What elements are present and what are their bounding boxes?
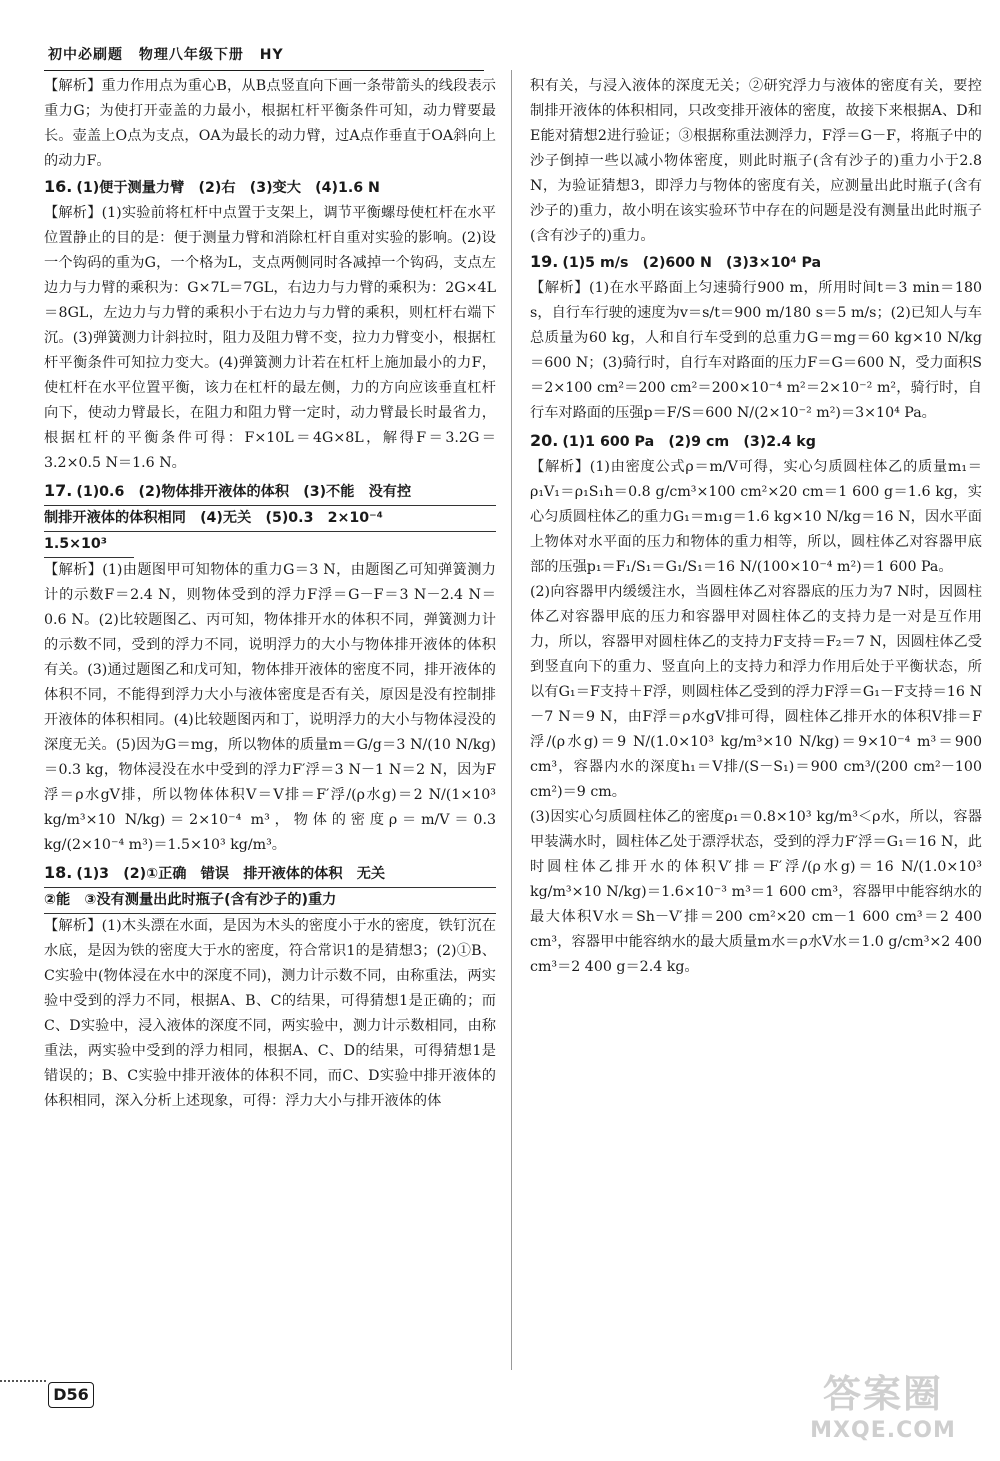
- question-18: [44, 860, 496, 1114]
- q18-answer: [44, 860, 496, 914]
- q18-analysis: 【解析】(1)木头漂在水面，是因为木头的密度小于水的密度，铁钉沉在水底，是因为铁的密度大于水的密度，符合常识1的是猜想3；(2)①B、C实验中(物体浸在水中的深度不同)，测力计示数不同，由称重法，两实验中受到的浮力不同，根据A、B、C的结果，可得猜想1是正确的；而C、D实验中，浸入液体的深度不同，两实验中，测力计示数相同，由称重法，两实验中受到的浮力相同，根据A、C、D的结果，可得猜想1是错误的；B、C实验中排开液体的体积不同，而C、D实验中排开液体的体积相同，深入分析上述现象，可得：浮力大小与排开液体的体: [44, 918, 496, 1109]
- q20-answer-text: (1)1 600 Pa (2)9 cm (3)2.4 kg: [562, 434, 816, 450]
- header-rule: [44, 70, 484, 71]
- q19-answer-text: (1)5 m/s (2)600 N (3)3×10⁴ Pa: [562, 255, 822, 271]
- q20-analysis-part-3: (3)因实心匀质圆柱体乙的密度ρ₁＝0.8×10³ kg/m³＜ρ水，所以，容器甲装满水时，圆柱体乙处于漂浮状态，受到的浮力F′浮＝G₁＝16 N，此时圆柱体乙排开水的体积V′排＝F′浮/(ρ水g)＝16 N/(1.0×10³ kg/m³×10 N/kg)＝1.6×10⁻³ m³＝1 600 cm³，容器甲中能容纳水的最大体积V水＝Sh－V′排＝200 cm²×20 cm－1 600 cm³＝2 400 cm³，容器甲中能容纳水的最大质量m水＝ρ水V水＝1.0 g/cm³×2 400 cm³＝2 400 g＝2.4 kg。: [530, 809, 982, 975]
- q18-answer-line-1: [44, 860, 496, 888]
- edition-code: HY: [259, 47, 284, 63]
- q17-answer-line-3: 1.5×10³: [44, 532, 134, 558]
- q15-analysis-continued: 【解析】重力作用点为重心B，从B点竖直向下画一条带箭头的线段表示重力G；为使打开壶盖的力最小，根据杠杆平衡条件可知，动力臂要最长。壶盖上O点为支点，OA为最长的动力臂，过A点作垂直于OA斜向上的动力F。: [44, 78, 496, 169]
- question-16: [44, 174, 496, 476]
- q20-analysis-part-1: 【解析】(1)由密度公式ρ＝m/V可得，实心匀质圆柱体乙的质量m₁＝ρ₁V₁＝ρ₁S₁h＝0.8 g/cm³×100 cm²×20 cm＝1 600 g＝1.6 kg，实心匀质圆柱体乙的重力G₁＝m₁g＝1.6 kg×10 N/kg＝16 N，因水平面上物体对水平面的压力和物体的重力相等，所以，圆柱体乙对容器甲底部的压强p₁＝F₁/S₁＝G₁/S₁＝16 N/(100×10⁻⁴ m²)＝1 600 Pa。: [530, 459, 982, 575]
- q17-analysis: 【解析】(1)由题图甲可知物体的重力G＝3 N，由题图乙可知弹簧测力计的示数F＝2.4 N，则物体受到的浮力F浮＝G－F＝3 N－2.4 N＝0.6 N。(2)比较题图乙、丙可知，物体排开水的体积不同，弹簧测力计的示数不同，受到的浮力不同，说明浮力的大小与物体排开液体的体积有关。(3)通过题图乙和戊可知，物体排开液体的密度不同，排开液体的体积不同，不能得到浮力大小与液体密度是否有关，原因是没有控制排开液体的体积相同。(4)比较题图丙和丁，说明浮力的大小与物体浸没的深度无关。(5)因为G＝mg，所以物体的质量m＝G/g＝3 N/(10 N/kg)＝0.3 kg，物体浸没在水中受到的浮力F′浮＝3 N－1 N＝2 N，因为F浮＝ρ水gV排，所以物体体积V＝V排＝F′浮/(ρ水g)＝2 N/(1×10³ kg/m³×10 N/kg)＝2×10⁻⁴ m³，物体的密度ρ＝m/V＝0.3 kg/(2×10⁻⁴ m³)＝1.5×10³ kg/m³。: [44, 562, 496, 853]
- left-column: [44, 74, 496, 1374]
- q17-answer: [44, 478, 496, 558]
- q16-answer: [44, 174, 496, 201]
- q17-answer-line-2: 制排开液体的体积相同 (4)无关 (5)0.3 2×10⁻⁴: [44, 506, 496, 532]
- right-column: [530, 74, 982, 1374]
- q18-number: 18.: [44, 863, 73, 882]
- column-divider: [511, 70, 512, 1370]
- footer-dotted-line: [0, 1380, 46, 1382]
- q18-answer-text-1: (1)3 (2)①正确 错误 排开液体的体积 无关: [76, 866, 386, 882]
- book-title: 物理八年级下册: [138, 47, 244, 63]
- watermark-logo: 答案圈: [822, 1372, 943, 1416]
- page-header: [48, 44, 488, 70]
- q18-analysis-continued: 积有关，与浸入液体的深度无关；②研究浮力与液体的密度有关，要控制排开液体的体积相同，只改变排开液体的密度，故接下来根据A、D和E能对猜想2进行验证；③根据称重法测浮力，F浮＝G－F，将瓶子中的沙子倒掉一些以减小物体密度，则此时瓶子(含有沙子的)重力小于2.8 N，为验证猜想3，即浮力与物体的密度有关，应测量出此时瓶子(含有沙子的)重力，故小明在该实验环节中存在的问题是没有测量出此时瓶子(含有沙子的)重力。: [530, 78, 982, 244]
- q19-analysis: 【解析】(1)在水平路面上匀速骑行900 m，所用时间t＝3 min＝180 s，自行车行驶的速度为v＝s/t＝900 m/180 s＝5 m/s；(2)已知人与车总质量为60 kg，人和自行车受到的总重力G＝mg＝60 kg×10 N/kg＝600 N；(3)骑行时，自行车对路面的压力F＝G＝600 N，受力面积S＝2×100 cm²＝200 cm²＝200×10⁻⁴ m²＝2×10⁻² m²，骑行时，自行车对路面的压强p＝F/S＝600 N/(2×10⁻² m²)＝3×10⁴ Pa。: [530, 280, 982, 421]
- watermark: [778, 1371, 988, 1451]
- watermark-url: MXQE.COM: [810, 1418, 956, 1443]
- q20-analysis-part-2: (2)向容器甲内缓缓注水，当圆柱体乙对容器底的压力为7 N时，因圆柱体乙对容器甲底的压力和容器甲对圆柱体乙的支持力是一对是互作用力，所以，容器甲对圆柱体乙的支持力F支持＝F₂＝7 N，因圆柱体乙受到竖直向下的重力、竖直向上的支持力和浮力作用后处于平衡状态，所以有G₁＝F支持＋F浮，则圆柱体乙受到的浮力F浮＝G₁－F支持＝16 N－7 N＝9 N，由F浮＝ρ水gV排可得，圆柱体乙排开水的体积V排＝F浮/(ρ水g)＝9 N/(1.0×10³ kg/m³×10 N/kg)＝9×10⁻⁴ m³＝900 cm³，容器内水的深度h₁＝V排/(S－S₁)＝900 cm³/(200 cm²－100 cm²)＝9 cm。: [530, 584, 982, 800]
- q17-answer-line-1: [44, 478, 496, 506]
- question-19: [530, 249, 982, 426]
- q17-answer-text-1: (1)0.6 (2)物体排开液体的体积 (3)不能 没有控: [76, 484, 412, 500]
- q18-answer-line-2: ②能 ③没有测量出此时瓶子(含有沙子的)重力: [44, 888, 496, 914]
- q17-number: 17.: [44, 481, 73, 500]
- q20-number: 20.: [530, 431, 559, 450]
- series-title: 初中必刷题: [48, 47, 123, 63]
- q19-number: 19.: [530, 252, 559, 271]
- q16-answer-text: (1)便于测量力臂 (2)右 (3)变大 (4)1.6 N: [76, 180, 380, 196]
- q20-answer: [530, 428, 982, 455]
- question-17: [44, 478, 496, 858]
- page-number: D56: [48, 1382, 94, 1408]
- q16-analysis: 【解析】(1)实验前将杠杆中点置于支架上，调节平衡螺母使杠杆在水平位置静止的目的是：便于测量力臂和消除杠杆自重对实验的影响。(2)设一个钩码的重为G，一个格为L，支点两侧同时各减掉一个钩码，支点左边力与力臂的乘积为：G×7L＝7GL，右边力与力臂的乘积为：2G×4L＝8GL，左边力与力臂的乘积小于右边力与力臂的乘积，则杠杆右端下沉。(3)弹簧测力计斜拉时，阻力及阻力臂不变，拉力力臂变小，根据杠杆平衡条件可知拉力变大。(4)弹簧测力计若在杠杆上施加最小的力F，使杠杆在水平位置平衡，该力在杠杆的最左侧，力的方向应该垂直杠杆向下，使动力臂最长，在阻力和阻力臂一定时，动力臂最长时最省力，根据杠杆的平衡条件可得：F×10L＝4G×8L，解得F＝3.2G＝3.2×0.5 N＝1.6 N。: [44, 205, 496, 471]
- q19-answer: [530, 249, 982, 276]
- q16-number: 16.: [44, 177, 73, 196]
- question-20: [530, 428, 982, 980]
